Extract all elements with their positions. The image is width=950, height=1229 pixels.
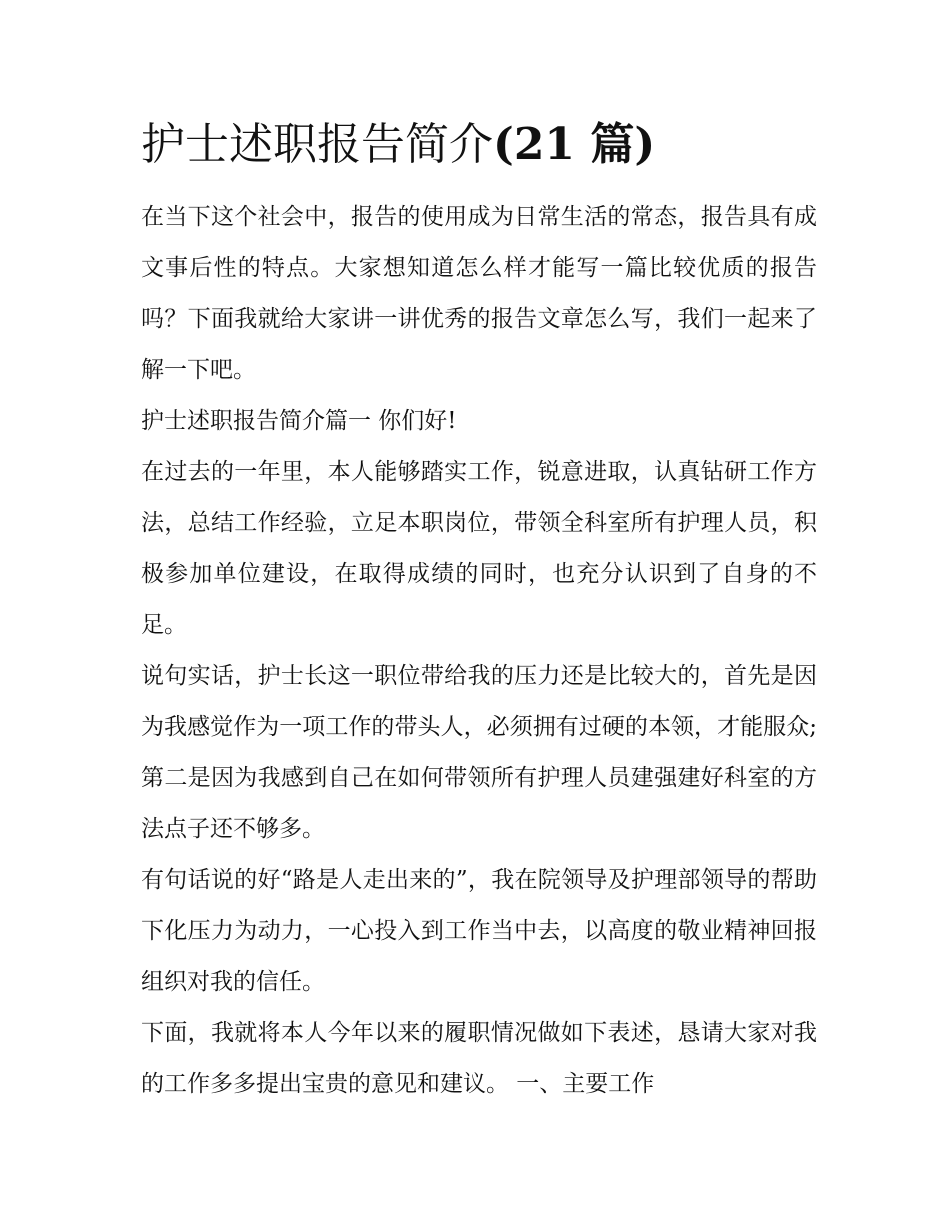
title-count-text: (21 篇) <box>493 119 656 170</box>
paragraph-motivation: 有句话说的好“路是人走出来的”，我在院领导及护理部领导的帮助下化压力为动力，一心投入到工作当中去，以高度的敬业精神回报组织对我的信任。 <box>141 867 817 995</box>
paragraph-section-heading: 护士述职报告简介篇一 你们好! <box>141 408 457 434</box>
title-main-text: 护士述职报告简介 <box>141 119 493 170</box>
paragraph-statement: 下面，我就将本人今年以来的履职情况做如下表述，恳请大家对我的工作多多提出宝贵的意见和建议。 一、主要工作 <box>141 1020 817 1097</box>
paragraph-past-year: 在过去的一年里，本人能够踏实工作，锐意进取，认真钻研工作方法，总结工作经验，立足本职岗位，带领全科室所有护理人员，积极参加单位建设，在取得成绩的同时，也充分认识到了自身的不足。 <box>141 459 817 638</box>
paragraph-intro: 在当下这个社会中，报告的使用成为日常生活的常态，报告具有成文事后性的特点。大家想知道怎么样才能写一篇比较优质的报告吗？下面我就给大家讲一讲优秀的报告文章怎么写，我们一起来了解一下吧。 <box>141 204 817 383</box>
paragraph-pressure: 说句实话，护士长这一职位带给我的压力还是比较大的，首先是因为我感觉作为一项工作的带头人，必须拥有过硬的本领，才能服众;第二是因为我感到自己在如何带领所有护理人员建强建好科室的方法点子还不够多。 <box>141 663 817 842</box>
document-body <box>141 112 817 1110</box>
page-title <box>141 112 817 178</box>
